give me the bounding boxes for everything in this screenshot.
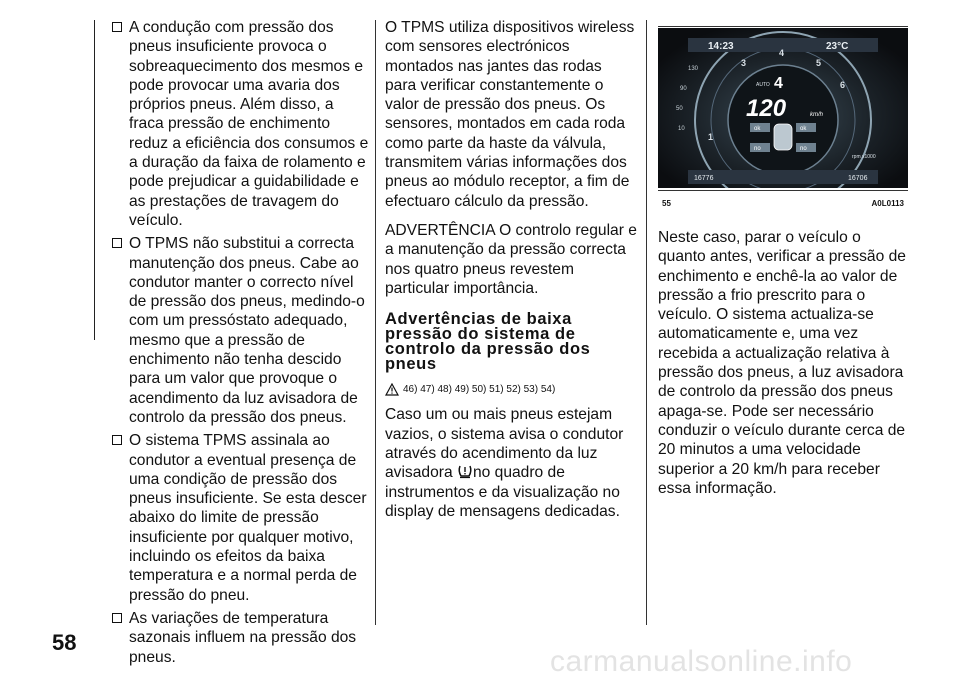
- bullet-item: O sistema TPMS assinala ao condutor a eventual presença de uma condição de pressão dos pneus insuficiente. Se esta descer abaixo do limite de pressão insuficiente por qualquer motivo, incluindo os efeitos da baixa temperatura e a normal perda de pressão do pneu.: [112, 431, 370, 605]
- checkbox-bullet-icon: [112, 435, 122, 445]
- warning-triangle-icon: [385, 383, 399, 396]
- car-top-view-icon: [774, 124, 792, 150]
- watermark: carmanualsonline.info: [550, 645, 853, 678]
- figure-instrument-cluster: [658, 18, 908, 210]
- cluster-gear: 4: [774, 75, 783, 92]
- figure-code: A0L0113: [871, 199, 904, 208]
- column-2: [385, 18, 637, 531]
- cluster-rpm-3: 3: [741, 58, 747, 68]
- column-divider: [375, 20, 376, 625]
- warning-references: 46) 47) 48) 49) 50) 51) 52) 53) 54): [385, 380, 637, 399]
- page-number: 58: [52, 630, 77, 655]
- bullet-item: O TPMS não substitui a correcta manutenção dos pneus. Cabe ao condutor manter o correcto nível de pressão dos pneus, medindo-o com um pressóstato adequado, mesmo que a pressão de enchimento não tenha descido para um valor que provoque o acendimento da luz avisadora de controlo da pressão dos pneus.: [112, 234, 370, 427]
- cluster-odometer-right: 16706: [848, 175, 868, 182]
- section-heading: Advertências de baixa pressão do sistema de controlo da pressão dos pneus: [385, 310, 591, 374]
- tire-status-rl: no: [754, 146, 761, 152]
- paragraph: ADVERTÊNCIA O controlo regular e a manutenção da pressão correcta nos quatro pneus revestem particular importância.: [385, 221, 637, 297]
- cluster-rpm-5: 5: [816, 58, 822, 68]
- tire-status-fr: ok: [800, 126, 807, 132]
- checkbox-bullet-icon: [112, 22, 122, 32]
- bullet-item: A condução com pressão dos pneus insuficiente provoca o sobreaquecimento dos mesmos e pode provocar uma avaria dos próprios pneus. Além disso, a fraca pressão de enchimento reduz a eficiência dos consumos e a duração da faixa de rolamento e pode prejudicar a guidabilidade e as prestações de travagem do veículo.: [112, 18, 370, 230]
- cluster-odometer-left: 16776: [694, 175, 714, 182]
- column-3: [658, 18, 908, 508]
- cluster-speed-130: 130: [688, 66, 699, 72]
- cluster-speed-unit: km/h: [810, 112, 824, 118]
- cluster-rpm-label: rpm x1000: [852, 154, 876, 160]
- cluster-speed-90: 90: [680, 86, 687, 92]
- sidebar-divider: [94, 20, 95, 340]
- cluster-rpm-1: 1: [708, 132, 714, 142]
- cluster-rpm-4: 4: [779, 48, 785, 58]
- checkbox-bullet-icon: [112, 613, 122, 623]
- tire-status-rr: no: [800, 146, 807, 152]
- tire-status-fl: ok: [754, 126, 761, 132]
- figure-number: 55: [662, 199, 671, 208]
- instrument-cluster-image: [658, 28, 908, 188]
- paragraph: Caso um ou mais pneus estejam vazios, o sistema avisa o condutor através do acendimento da luz avisadora no quadro de instrumentos e da visualização no display de mensagens dedicadas.: [385, 406, 624, 520]
- column-1: [112, 18, 370, 671]
- paragraph: O TPMS utiliza dispositivos wireless com sensores electrónicos montados nas jantes das rodas para verificar constantemente o valor de pressão dos pneus. Os sensores, montados em cada roda como parte da haste da válvula, transmitem várias informações dos pneus ao módulo receptor, a fim de efectuaro cálculo da pressão.: [385, 19, 635, 210]
- checkbox-bullet-icon: [112, 238, 122, 248]
- instrument-cluster-graphic: [658, 28, 908, 188]
- cluster-speed-10: 10: [678, 126, 685, 132]
- cluster-time: 14:23: [708, 41, 734, 52]
- tire-pressure-warning-icon: [457, 463, 473, 479]
- bullet-item: As variações de temperatura sazonais influem na pressão dos pneus.: [112, 609, 370, 667]
- paragraph: Neste caso, parar o veículo o quanto antes, verificar a pressão de enchimento e enchê-la ao valor de pressão a frio prescrito para o veículo. O sistema actualiza-se automaticamente e, uma vez recebida a actualização relativa à pressão dos pneus, a luz avisadora de controlo da pressão dos pneus apaga-se. Pode ser necessário conduzir o veículo durante cerca de 20 minutos a uma velocidade superior a 20 km/h para receber essa informação.: [658, 229, 906, 497]
- cluster-speed: 120: [746, 95, 787, 122]
- column-divider: [646, 20, 647, 625]
- cluster-speed-50: 50: [676, 106, 683, 112]
- cluster-temperature: 23°C: [826, 41, 849, 52]
- cluster-mode: AUTO: [756, 82, 770, 88]
- cluster-rpm-6: 6: [840, 80, 846, 90]
